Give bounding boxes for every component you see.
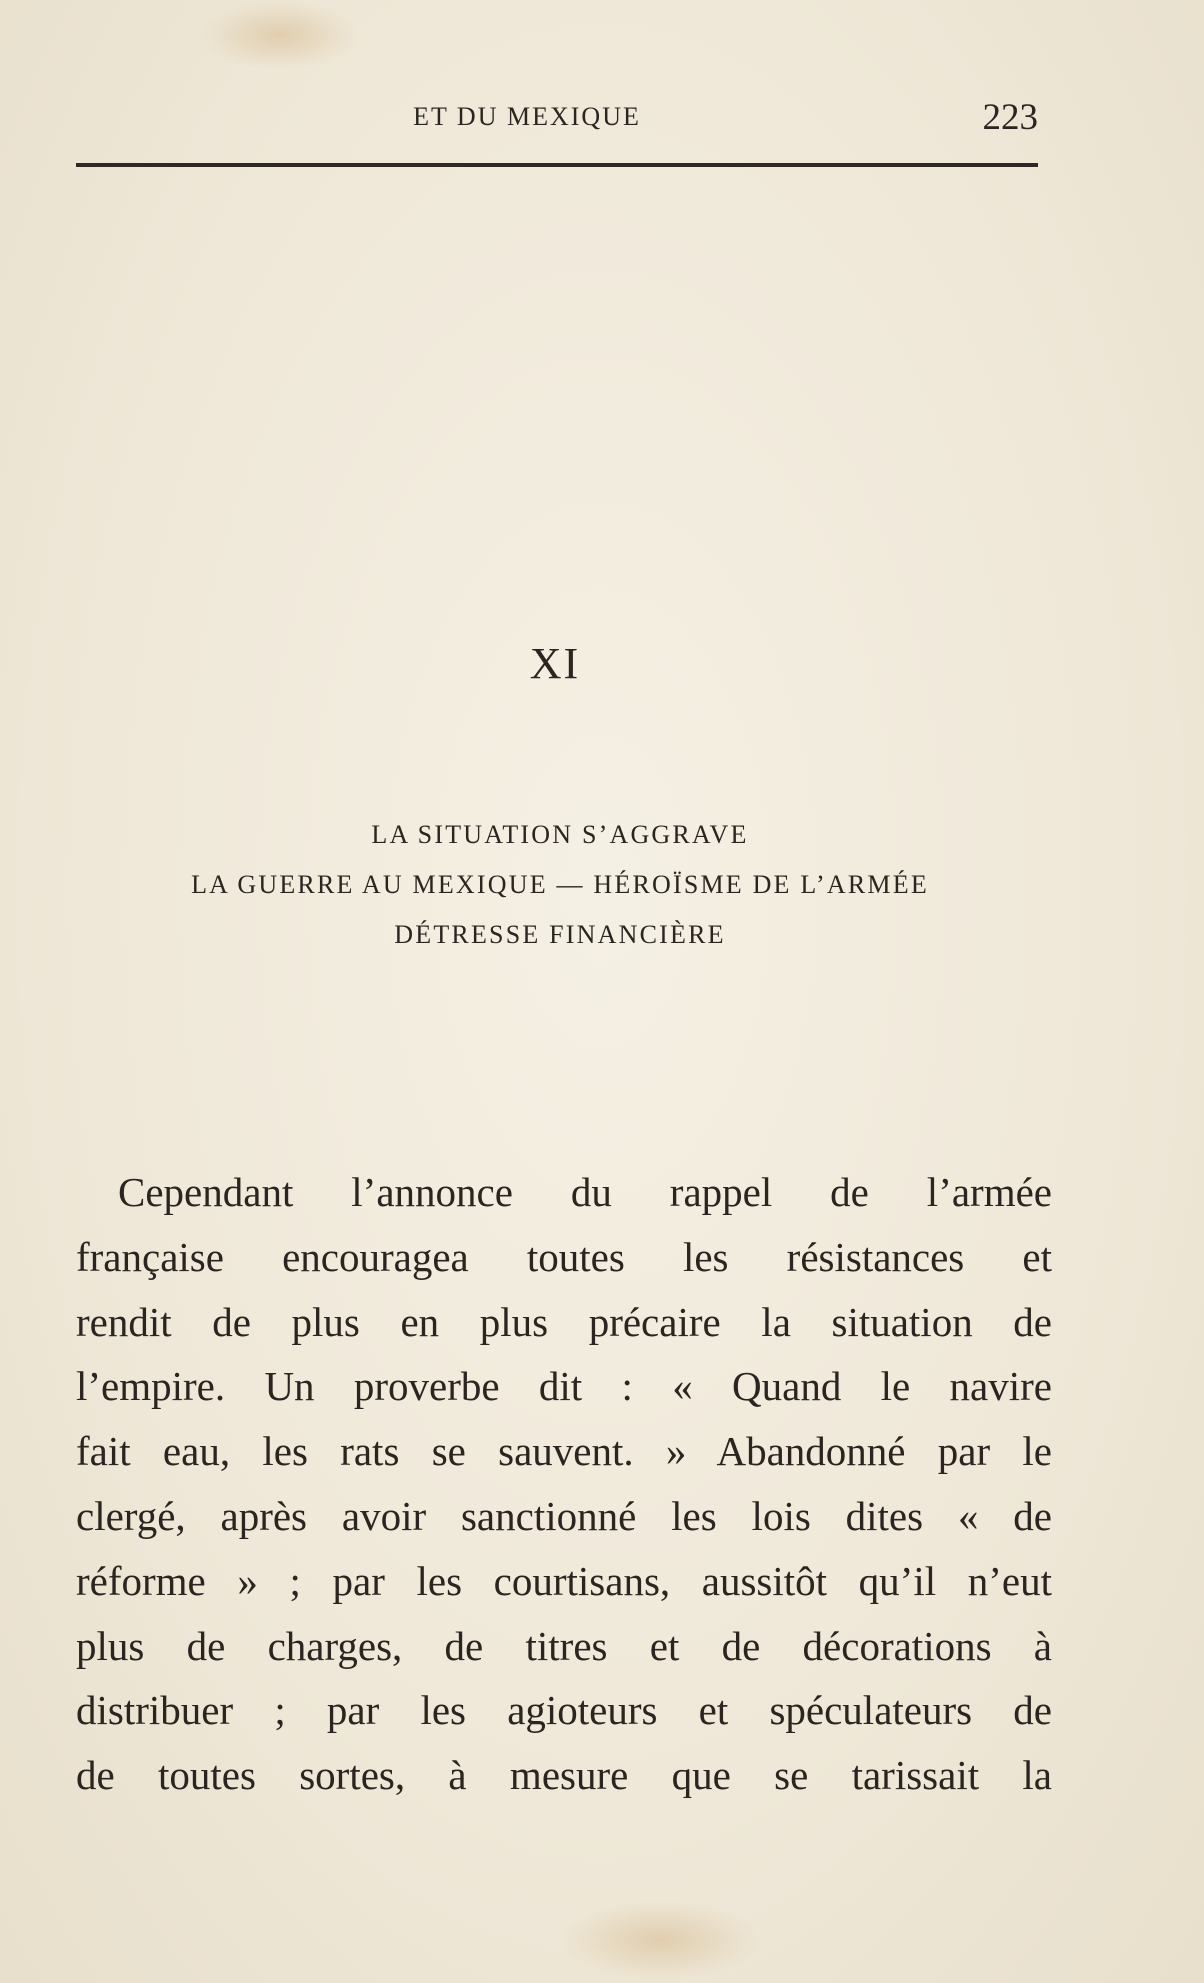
text-line: plus de charges, de titres et de décorations à bbox=[76, 1622, 1052, 1669]
chapter-title-line: LA GUERRE AU MEXIQUE — HÉROÏSME DE L’ARMÉE bbox=[191, 870, 929, 899]
text-line: distribuer ; par les agioteurs et spéculateurs de bbox=[76, 1687, 1052, 1734]
paper-stain bbox=[200, 0, 360, 70]
text-line: réforme » ; par les courtisans, aussitôt qu’il n’eut bbox=[76, 1557, 1052, 1604]
text-line: l’empire. Un proverbe dit : « Quand le navire bbox=[76, 1363, 1052, 1410]
paper-stain bbox=[560, 1900, 760, 1980]
text-line: fait eau, les rats se sauvent. » Abandonné par le bbox=[76, 1428, 1052, 1475]
header-rule bbox=[76, 163, 1038, 167]
running-head-title: ET DU MEXIQUE bbox=[413, 102, 641, 131]
chapter-number: XI bbox=[529, 639, 581, 688]
text-line: de toutes sortes, à mesure que se tarissait la bbox=[76, 1752, 1052, 1799]
text-line: Cependant l’annonce du rappel de l’armée bbox=[118, 1169, 1052, 1215]
page-number: 223 bbox=[982, 97, 1038, 138]
chapter-title-block bbox=[60, 822, 1060, 972]
body-paragraph bbox=[76, 1160, 1052, 1808]
text-line: rendit de plus en plus précaire la situation de bbox=[76, 1298, 1052, 1345]
chapter-title-line: DÉTRESSE FINANCIÈRE bbox=[394, 920, 726, 949]
text-line: française encouragea toutes les résistances et bbox=[76, 1233, 1052, 1280]
chapter-title-line: LA SITUATION S’AGGRAVE bbox=[371, 820, 749, 849]
text-line: clergé, après avoir sanctionné les lois dites « de bbox=[76, 1492, 1052, 1539]
running-head bbox=[76, 96, 1038, 140]
